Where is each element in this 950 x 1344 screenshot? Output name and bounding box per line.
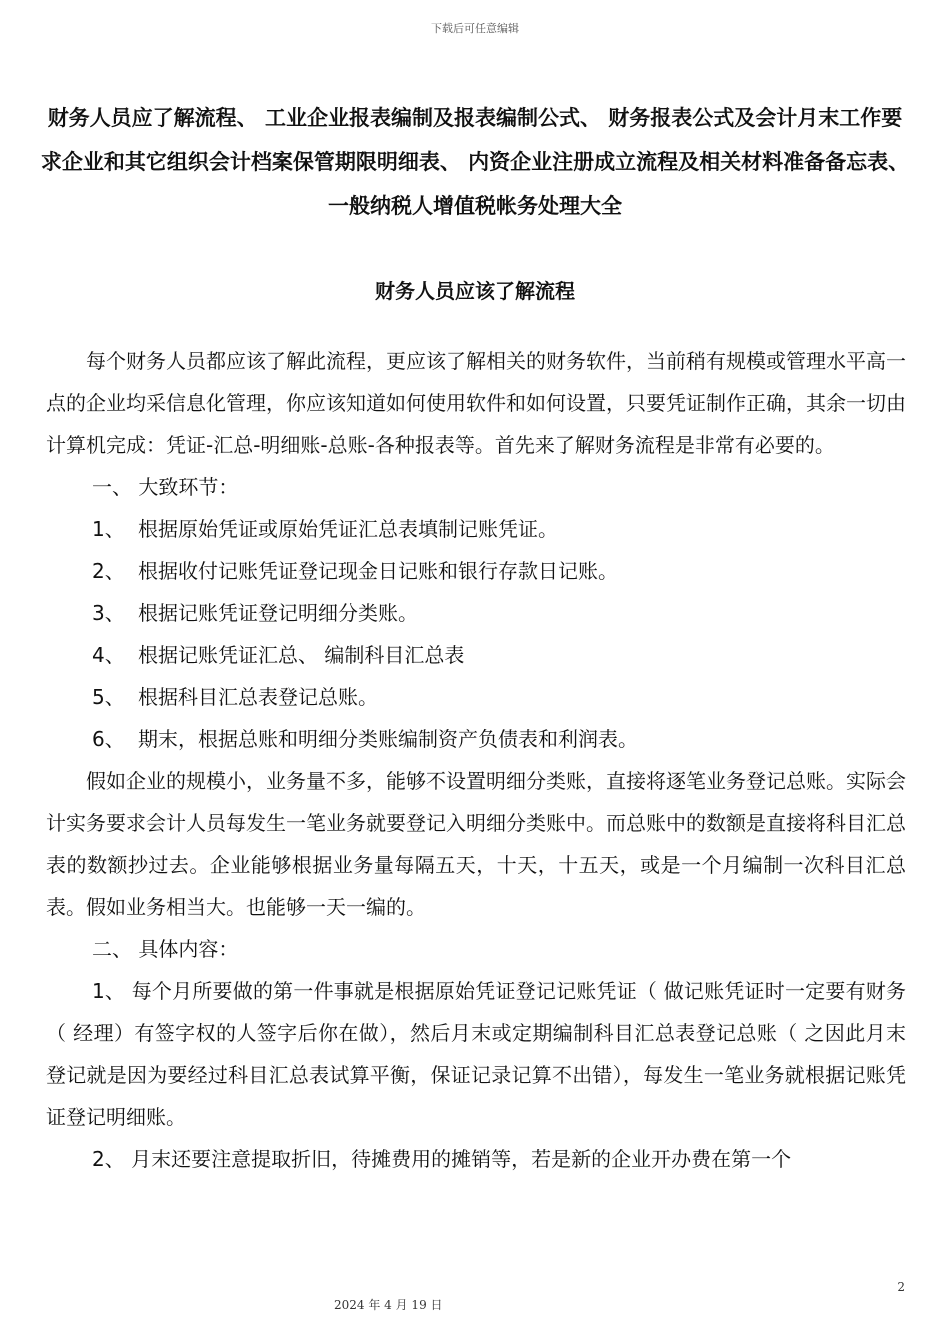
list-item-text: 根据收付记账凭证登记现金日记账和银行存款日记账。 — [138, 559, 618, 583]
list-item — [46, 718, 906, 760]
list-item-number: 4、 — [92, 643, 125, 667]
list-item-number: 6、 — [92, 727, 125, 751]
list-item — [46, 676, 906, 718]
list-item-text: 根据记账凭证登记明细分类账。 — [138, 601, 418, 625]
detail-paragraph: 2、 月末还要注意提取折旧，待摊费用的摊销等，若是新的企业开办费在第一个 — [92, 1147, 792, 1171]
list-item-number: 5、 — [92, 685, 125, 709]
page-number: 2 — [897, 1280, 905, 1294]
list-item-text: 根据原始凭证或原始凭证汇总表填制记账凭证。 — [138, 517, 558, 541]
intro-paragraph: 每个财务人员都应该了解此流程，更应该了解相关的财务软件，当前稍有规模或管理水平高一点的企业均采信息化管理，你应该知道如何使用软件和如何设置，只要凭证制作正确，其余一切由计算机完成：凭证-汇总-明细账-总账-各种报表等。首先来了解财务流程是非常有必要的。 — [46, 349, 906, 457]
list-item-number: 3、 — [92, 601, 125, 625]
list-item — [46, 592, 906, 634]
document-title: 财务人员应了解流程、 工业企业报表编制及报表编制公式、 财务报表公式及会计月末工作要求企业和其它组织会计档案保管期限明细表、 内资企业注册成立流程及相关材料准备备忘表、 一般纳税人增值税帐务处理大全 — [40, 106, 910, 218]
list-item-number: 1、 — [92, 517, 125, 541]
document-body — [46, 340, 906, 1180]
list-item-text: 期末，根据总账和明细分类账编制资产负债表和利润表。 — [138, 727, 638, 751]
list-item-text: 根据科目汇总表登记总账。 — [138, 685, 378, 709]
part1-note-paragraph: 假如企业的规模小，业务量不多，能够不设置明细分类账，直接将逐笔业务登记总账。实际会计实务要求会计人员每发生一笔业务就要登记入明细分类账中。而总账中的数额是直接将科目汇总表的数额抄过去。企业能够根据业务量每隔五天，十天，十五天，或是一个月编制一次科目汇总表。假如业务相当大。也能够一天一编的。 — [46, 769, 906, 919]
list-item-text: 根据记账凭证汇总、 编制科目汇总表 — [138, 643, 465, 667]
list-item — [46, 550, 906, 592]
section-heading: 财务人员应该了解流程 — [375, 279, 575, 303]
part1-heading: 一、 大致环节： — [92, 475, 239, 499]
footer-date: 2024 年 4 月 19 日 — [334, 1298, 443, 1312]
page-header-note: 下载后可任意编辑 — [431, 22, 519, 35]
detail-paragraph: 1、 每个月所要做的第一件事就是根据原始凭证登记记账凭证（ 做记账凭证时一定要有财务（ 经理）有签字权的人签字后你在做），然后月末或定期编制科目汇总表登记总账（ 之因此月末登记就是因为要经过科目汇总表试算平衡，保证记录记算不出错），每发生一笔业务就根据记账凭证登记明细账。 — [46, 979, 906, 1129]
list-item-number: 2、 — [92, 559, 125, 583]
list-item — [46, 508, 906, 550]
list-item — [46, 634, 906, 676]
part2-heading: 二、 具体内容： — [92, 937, 239, 961]
